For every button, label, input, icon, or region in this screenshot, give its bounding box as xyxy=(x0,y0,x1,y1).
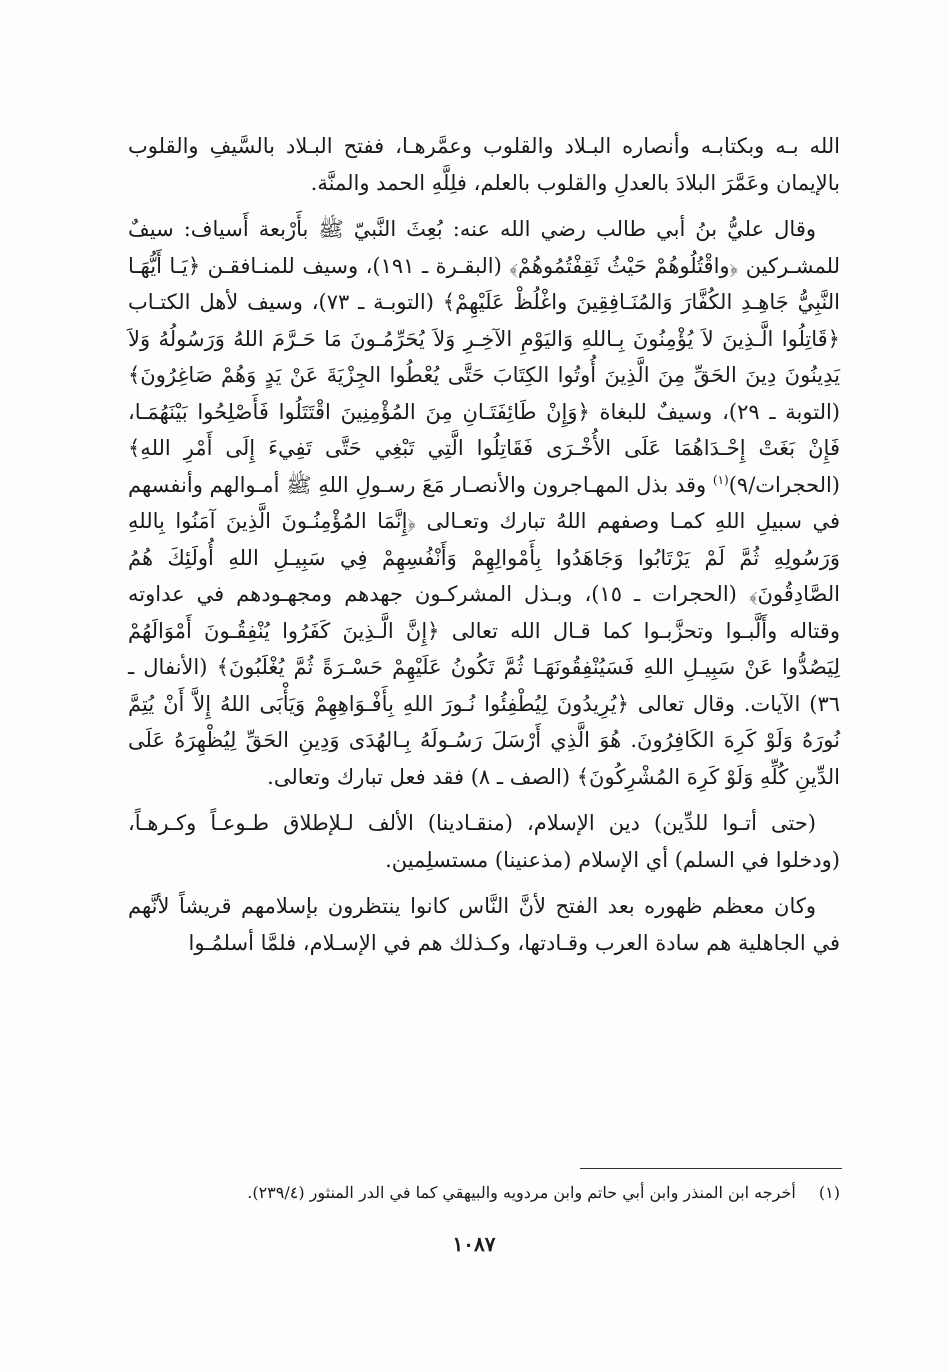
page-number: ١٠٨٧ xyxy=(452,1232,496,1256)
paragraph-1: الله بـه وبكتابـه وأنصاره البـلاد والقلوب وعمَّرهـا، ففتح البـلاد بالسَّيفِ والقلوب بالإيمان وعَمَّرَ البلادَ بالعدلِ والقلوب بالعلم، فلِلَّهِ الحمد والمنَّة. xyxy=(128,134,840,195)
paragraph-3: (حتى أتـوا للدِّين) دين الإسلام، (منقـادينا) الألف لـلإطلاق طـوعـاً وكـرهـاً، (ودخلوا في السلم) أي الإسلام (مذعنينا) مستسلِمين. xyxy=(128,811,840,872)
paragraph-2-tail: وقد بذل المهـاجرون والأنصـار مَعَ رسـولِ اللهِ ﷺ أمـوالهم وأنفسهم في سبيلِ اللهِ كمـا وصفهم اللهُ تبارك وتعـالى ﴿إِنَّمَا المُؤْمِنُـونَ الَّذِينَ آمَنُوا بِاللهِ وَرَسُولِهِ ثُمَّ لَمْ يَرْتَابُوا وَجَاهَدُوا بِأَمْوالِهِمْ وَأَنْفُسِهِمْ فِي سَبِيـلِ اللهِ أُولَئِكَ هُمُ الصَّادِقُونَ﴾ (الحجرات ـ ١٥)، وبـذل المشركـون جهدهم ومجهـودهم في عداوته وقتاله وأَلَّبـوا وتحزَّبـوا كما قـال الله تعالى ﴿إِنَّ الَّـذِينَ كَفَرُوا يُنْفِقُـونَ أَمْوَالَهُمْ لِيَصُدُّوا عَنْ سَبِيـلِ اللهِ فَسَيُنْفِقُونَهَـا ثُمَّ تَكُونُ عَلَيْهِمْ حَسْـرَةً ثُمَّ يُغْلَبُونَ﴾ (الأنفال ـ ٣٦) الآيات. وقال تعالى ﴿يُرِيدُونَ لِيُطْفِئُوا نُـورَ اللهِ بِأَفْـوَاهِهِمْ وَيَأْبَى اللهُ إِلاَّ أَنْ يُتِمَّ نُورَهُ وَلَوْ كَرِهَ الكَافِرُونَ. هُوَ الَّذِي أَرْسَلَ رَسُـولَهُ بِـالهُدَى وَدِينِ الحَقِّ لِيُظْهِرَهُ عَلَى الدِّينِ كُلِّهِ وَلَوْ كَرِهَ المُشْرِكُونَ﴾ (الصف ـ ٨) فقد فعل تبارك وتعالى. xyxy=(128,472,840,789)
footnote xyxy=(128,1180,840,1206)
paragraph-4: وكان معظم ظهوره بعد الفتح لأنَّ النَّاس كانوا ينتظرون بإسلامهم قريشاً لأنَّهم في الجاهلية هم سادة العرب وقـادتها، وكـذلك هم في الإسـلام، فلمَّا أسلمُـوا xyxy=(128,894,840,955)
footnote-number: (١) xyxy=(818,1183,840,1202)
footnote-marker[interactable]: (١) xyxy=(712,472,729,487)
paragraph-2 xyxy=(128,211,840,795)
paragraph-2-text: وقال عليُّ بنُ أبي طالب رضي الله عنه: بُعِثَ النَّبيّ ﷺ بأَرْبعة أَسياف: سيفٌ للمشـركين ﴿واقْتُلُوهُمْ حَيْثُ ثَقِفْتُمُوهُمْ﴾ (البقـرة ـ ١٩١)، وسيف للمنـافقـن ﴿يَـا أَيُّهَـا النَّبِيُّ جَاهِـدِ الكُفَّارَ وَالمُنَـافِقِينَ واغْلُظْ عَلَيْهِمْ﴾ (التوبـة ـ ٧٣)، وسيف لأهل الكتـاب ﴿قَاتِلُوا الَّـذِينَ لاَ يُؤْمِنُونَ بِـاللهِ وَاليَوْمِ الآخِـرِ وَلاَ يُحَرِّمُـونَ مَا حَـرَّمَ اللهُ وَرَسُولُهُ وَلاَ يَدِينُونَ دِينَ الحَقِّ مِنَ الَّذِينَ أُوتُوا الكِتَابَ حَتَّى يُعْطُوا الجِزْيَةَ عَنْ يَدٍ وَهُمْ صَاغِرُونَ﴾ (التوبة ـ ٢٩)، وسيفٌ للبغاة ﴿وَإِنْ طَائِفَتَـانِ مِنَ المُؤْمِنِينَ اقْتَتَلُوا فَأَصْلِحُوا بَيْنَهُمَـا، فَإِنْ بَغَتْ إِحْـدَاهُمَا عَلَى الأُخْـرَى فَقَاتِلُوا الَّتِي تَبْغِي حَتَّى تَفِيءَ إِلَى أَمْرِ اللهِ﴾ (الحجرات/٩) xyxy=(128,217,840,497)
main-text xyxy=(128,128,840,961)
footnote-text: أخرجه ابن المنذر وابن أبي حاتم وابن مردويه والبيهقي كما في الدر المنثور (٢٣٩/٤). xyxy=(247,1183,796,1202)
footnote-divider xyxy=(580,1168,842,1169)
